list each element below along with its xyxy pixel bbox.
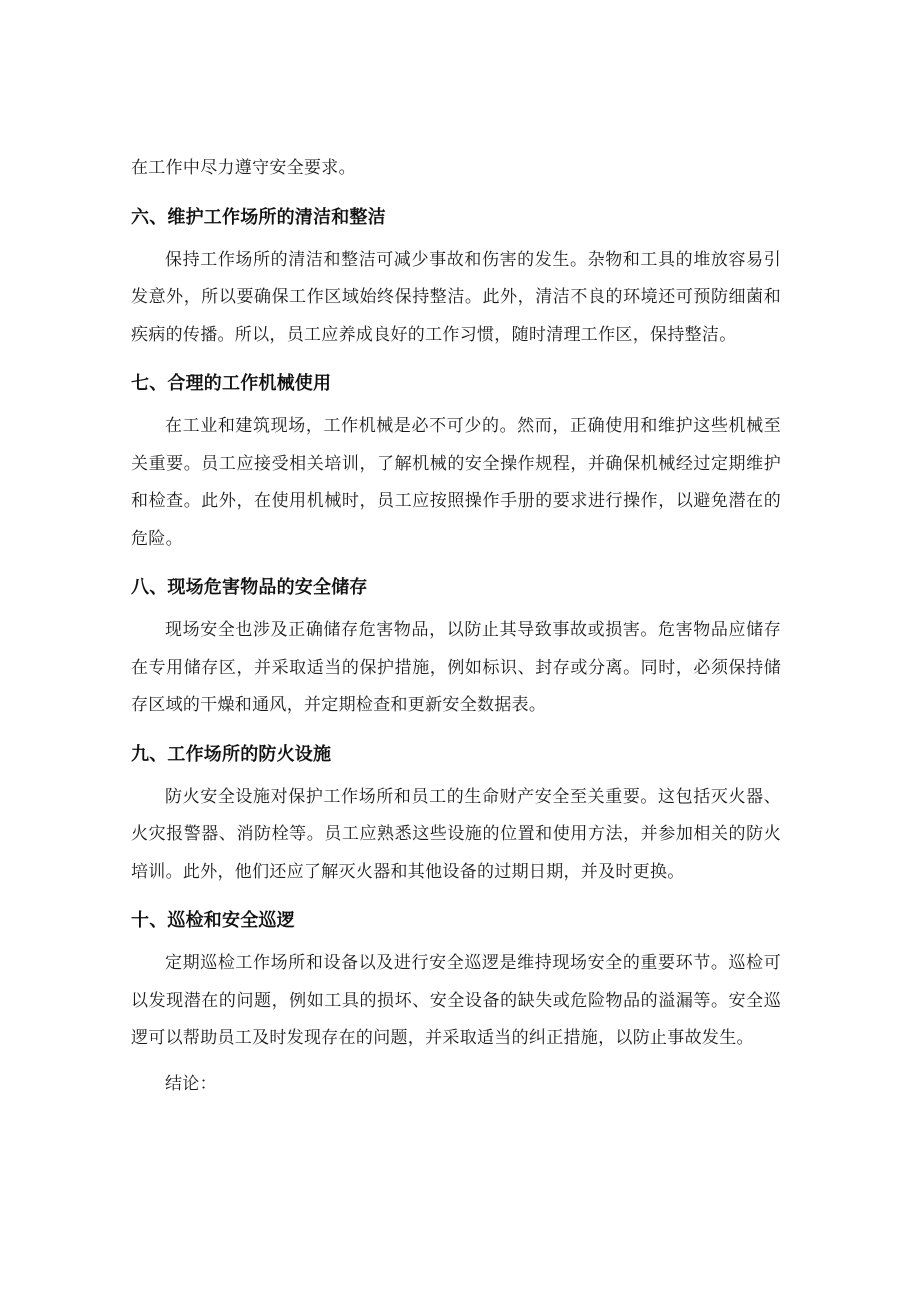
section-10-body: 定期巡检工作场所和设备以及进行安全巡逻是维持现场安全的重要环节。巡检可以发现潜在的问题，例如工具的损坏、安全设备的缺失或危险物品的溢漏等。安全巡逻可以帮助员工及时发现存在的问题，并采取适当的纠正措施，以防止事故发生。 xyxy=(131,953,781,1048)
section-7-heading: 七、合理的工作机械使用 xyxy=(131,373,332,394)
section-7-body: 在工业和建筑现场，工作机械是必不可少的。然而，正确使用和维护这些机械至关重要。员工应接受相关培训，了解机械的安全操作规程，并确保机械经过定期维护和检查。此外，在使用机械时，员工应按照操作手册的要求进行操作，以避免潜在的危险。 xyxy=(131,416,781,549)
section-9-heading: 九、工作场所的防火设施 xyxy=(131,743,332,765)
document-page xyxy=(131,150,781,1103)
section-8-body: 现场安全也涉及正确储存危害物品，以防止其导致事故或损害。危害物品应储存在专用储存区，并采取适当的保护措施，例如标识、封存或分离。同时，必须保持储存区域的干燥和通风，并定期检查和更新安全数据表。 xyxy=(131,620,781,715)
section-10-heading: 十、巡检和安全巡逻 xyxy=(131,910,295,931)
section-6-heading: 六、维护工作场所的清洁和整洁 xyxy=(131,206,386,228)
section-9-body: 防火安全设施对保护工作场所和员工的生命财产安全至关重要。这包括灭火器、火灾报警器、消防栓等。员工应熟悉这些设施的位置和使用方法，并参加相关的防火培训。此外，他们还应了解灭火器和其他设备的过期日期，并及时更换。 xyxy=(131,786,781,882)
section-6-body: 保持工作场所的清洁和整洁可减少事故和伤害的发生。杂物和工具的堆放容易引发意外，所以要确保工作区域始终保持整洁。此外，清洁不良的环境还可预防细菌和疾病的传播。所以，员工应养成良好的工作习惯，随时清理工作区，保持整洁。 xyxy=(131,249,781,345)
section-8-heading: 八、现场危害物品的安全储存 xyxy=(131,577,368,598)
intro-paragraph-tail: 在工作中尽力遵守安全要求。 xyxy=(131,158,356,178)
conclusion-label: 结论： xyxy=(165,1073,217,1094)
